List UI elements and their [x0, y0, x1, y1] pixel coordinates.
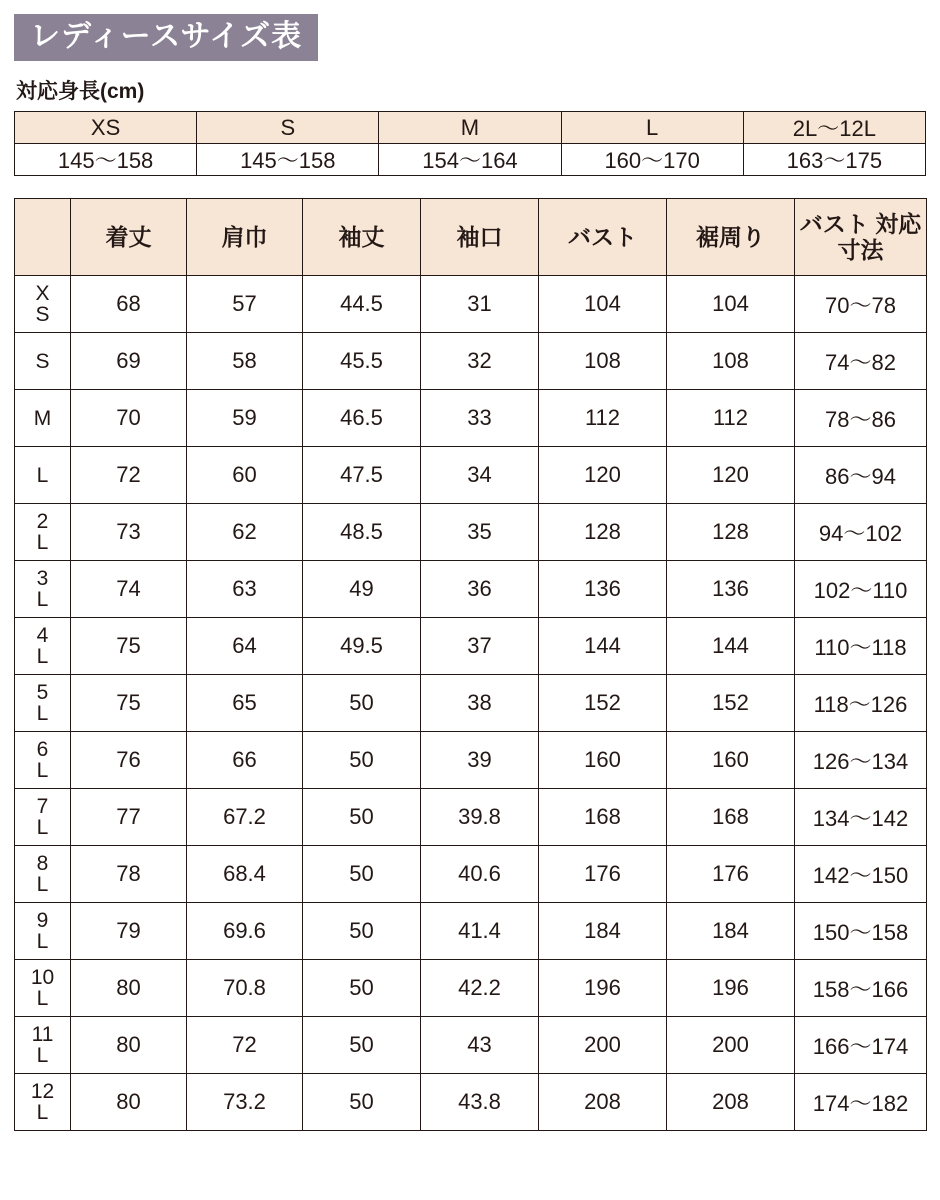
row-header-size-line: L — [36, 1101, 49, 1124]
col-header-bust-fit-line2: 対応寸法 — [837, 210, 922, 263]
measurement-cell: 68 — [71, 276, 187, 333]
measurement-cell: 67.2 — [187, 789, 303, 846]
row-header-size-line: 5 — [36, 681, 49, 704]
measurement-cell: 152 — [539, 675, 667, 732]
measurement-cell: 78 — [71, 846, 187, 903]
col-header-bust: バスト — [539, 199, 667, 276]
row-header-size-line: L — [36, 531, 49, 554]
measurement-cell: 66 — [187, 732, 303, 789]
row-header-size — [15, 390, 71, 447]
measurement-cell: 60 — [187, 447, 303, 504]
measurement-cell: 128 — [667, 504, 795, 561]
row-header-size — [15, 789, 71, 846]
row-header-size — [15, 960, 71, 1017]
row-header-size-line: 2 — [36, 510, 49, 533]
table-row — [15, 903, 927, 960]
row-header-size-line: 3 — [36, 567, 49, 590]
measurement-cell: 208 — [667, 1074, 795, 1131]
measurement-cell: 59 — [187, 390, 303, 447]
row-header-size-line: 12 — [30, 1080, 55, 1103]
table-row — [15, 675, 927, 732]
row-header-size-line: 7 — [36, 795, 49, 818]
measurement-cell: 41.4 — [421, 903, 539, 960]
page-title: レディースサイズ表 — [14, 14, 318, 61]
measurement-cell: 50 — [303, 789, 421, 846]
col-header-sodetake: 袖丈 — [303, 199, 421, 276]
row-header-size-line: L — [36, 873, 49, 896]
row-header-size-line: L — [36, 588, 49, 611]
col-header-susomawari: 裾周り — [667, 199, 795, 276]
measurement-cell: 70.8 — [187, 960, 303, 1017]
col-header-bust-fit-line1: バスト — [799, 210, 869, 237]
measurement-cell: 73.2 — [187, 1074, 303, 1131]
measurement-cell: 144 — [539, 618, 667, 675]
bust-range-cell: 74〜82 — [795, 333, 927, 390]
height-size-s: S — [197, 112, 379, 144]
measurement-cell: 77 — [71, 789, 187, 846]
row-header-size-line: L — [36, 645, 49, 668]
measurement-cell: 136 — [539, 561, 667, 618]
height-section-label: 対応身長(cm) — [16, 80, 145, 103]
row-header-size — [15, 1074, 71, 1131]
measurement-cell: 208 — [539, 1074, 667, 1131]
measurement-cell: 31 — [421, 276, 539, 333]
measurement-cell: 80 — [71, 1017, 187, 1074]
measurement-cell: 50 — [303, 675, 421, 732]
table-row — [15, 732, 927, 789]
row-header-size — [15, 561, 71, 618]
measurement-cell: 72 — [187, 1017, 303, 1074]
measurement-cell: 168 — [667, 789, 795, 846]
measurement-cell: 45.5 — [303, 333, 421, 390]
measurement-cell: 39.8 — [421, 789, 539, 846]
measurement-cell: 49 — [303, 561, 421, 618]
measurement-cell: 50 — [303, 903, 421, 960]
measurement-cell: 42.2 — [421, 960, 539, 1017]
bust-range-cell: 86〜94 — [795, 447, 927, 504]
measurement-cell: 120 — [667, 447, 795, 504]
measurement-cell: 44.5 — [303, 276, 421, 333]
measurement-cell: 196 — [539, 960, 667, 1017]
measurement-cell: 69 — [71, 333, 187, 390]
table-row — [15, 846, 927, 903]
measurement-cell: 136 — [667, 561, 795, 618]
measurement-cell: 70 — [71, 390, 187, 447]
table-row — [15, 276, 927, 333]
table-row — [15, 1074, 927, 1131]
measurement-cell: 196 — [667, 960, 795, 1017]
measurement-cell: 64 — [187, 618, 303, 675]
measurement-cell: 160 — [539, 732, 667, 789]
height-range-l: 160〜170 — [561, 144, 743, 176]
table-row — [15, 1017, 927, 1074]
measurement-section — [14, 198, 926, 1131]
measurement-cell: 108 — [539, 333, 667, 390]
measurement-cell: 80 — [71, 1074, 187, 1131]
measurement-cell: 63 — [187, 561, 303, 618]
measurement-cell: 104 — [539, 276, 667, 333]
measurement-cell: 49.5 — [303, 618, 421, 675]
table-row — [15, 561, 927, 618]
row-header-size — [15, 846, 71, 903]
table-row — [15, 333, 927, 390]
measurement-corner-cell — [15, 199, 71, 276]
height-range-s: 145〜158 — [197, 144, 379, 176]
measurement-cell: 50 — [303, 1017, 421, 1074]
measurement-cell: 57 — [187, 276, 303, 333]
row-header-size — [15, 333, 71, 390]
measurement-cell: 184 — [667, 903, 795, 960]
row-header-size-line: X — [35, 282, 50, 305]
row-header-size-line: M — [33, 406, 52, 430]
measurement-cell: 112 — [539, 390, 667, 447]
row-header-size — [15, 504, 71, 561]
row-header-size — [15, 675, 71, 732]
row-header-size — [15, 1017, 71, 1074]
measurement-cell: 75 — [71, 618, 187, 675]
row-header-size-line: L — [36, 759, 49, 782]
bust-range-cell: 118〜126 — [795, 675, 927, 732]
height-range-xs: 145〜158 — [15, 144, 197, 176]
table-row — [15, 789, 927, 846]
bust-range-cell: 134〜142 — [795, 789, 927, 846]
bust-range-cell: 126〜134 — [795, 732, 927, 789]
measurement-cell: 176 — [667, 846, 795, 903]
row-header-size-line: 10 — [30, 966, 55, 989]
measurement-cell: 35 — [421, 504, 539, 561]
col-header-kitake: 着丈 — [71, 199, 187, 276]
row-header-size — [15, 732, 71, 789]
col-header-bust-fit-size — [795, 199, 927, 276]
height-size-l: L — [561, 112, 743, 144]
bust-range-cell: 158〜166 — [795, 960, 927, 1017]
measurement-cell: 33 — [421, 390, 539, 447]
bust-range-cell: 150〜158 — [795, 903, 927, 960]
bust-range-cell: 142〜150 — [795, 846, 927, 903]
row-header-size-line: 6 — [36, 738, 49, 761]
bust-range-cell: 174〜182 — [795, 1074, 927, 1131]
row-header-size-line: L — [36, 987, 49, 1010]
col-header-sodeguchi: 袖口 — [421, 199, 539, 276]
measurement-cell: 50 — [303, 1074, 421, 1131]
bust-range-cell: 110〜118 — [795, 618, 927, 675]
bust-range-cell: 166〜174 — [795, 1017, 927, 1074]
measurement-cell: 76 — [71, 732, 187, 789]
measurement-cell: 50 — [303, 960, 421, 1017]
measurement-cell: 200 — [539, 1017, 667, 1074]
row-header-size-line: 4 — [36, 624, 49, 647]
measurement-cell: 112 — [667, 390, 795, 447]
table-row — [15, 504, 927, 561]
measurement-cell: 168 — [539, 789, 667, 846]
measurement-cell: 32 — [421, 333, 539, 390]
row-header-size-line: 9 — [36, 909, 49, 932]
measurement-cell: 200 — [667, 1017, 795, 1074]
measurement-cell: 152 — [667, 675, 795, 732]
row-header-size-line: L — [36, 816, 49, 839]
height-size-m: M — [379, 112, 561, 144]
measurement-cell: 184 — [539, 903, 667, 960]
height-range-2l-12l: 163〜175 — [743, 144, 925, 176]
row-header-size — [15, 447, 71, 504]
measurement-cell: 104 — [667, 276, 795, 333]
height-table — [14, 111, 926, 176]
measurement-cell: 34 — [421, 447, 539, 504]
measurement-cell: 38 — [421, 675, 539, 732]
table-row — [15, 390, 927, 447]
table-row — [15, 960, 927, 1017]
measurement-cell: 120 — [539, 447, 667, 504]
measurement-cell: 62 — [187, 504, 303, 561]
measurement-cell: 72 — [71, 447, 187, 504]
row-header-size-line: L — [36, 463, 49, 487]
measurement-cell: 108 — [667, 333, 795, 390]
measurement-cell: 40.6 — [421, 846, 539, 903]
measurement-cell: 47.5 — [303, 447, 421, 504]
row-header-size — [15, 903, 71, 960]
row-header-size-line: L — [36, 930, 49, 953]
measurement-cell: 128 — [539, 504, 667, 561]
col-header-katahaba: 肩巾 — [187, 199, 303, 276]
measurement-header-row — [15, 199, 927, 276]
bust-range-cell: 102〜110 — [795, 561, 927, 618]
row-header-size-line: S — [35, 303, 50, 326]
table-row — [15, 618, 927, 675]
measurement-cell: 79 — [71, 903, 187, 960]
measurement-cell: 74 — [71, 561, 187, 618]
measurement-cell: 37 — [421, 618, 539, 675]
measurement-body — [15, 276, 927, 1131]
measurement-cell: 160 — [667, 732, 795, 789]
measurement-cell: 43 — [421, 1017, 539, 1074]
measurement-cell: 176 — [539, 846, 667, 903]
measurement-cell: 75 — [71, 675, 187, 732]
measurement-cell: 46.5 — [303, 390, 421, 447]
measurement-cell: 73 — [71, 504, 187, 561]
height-size-2l-12l: 2L〜12L — [743, 112, 925, 144]
row-header-size — [15, 618, 71, 675]
measurement-cell: 43.8 — [421, 1074, 539, 1131]
height-table-value-row — [15, 144, 926, 176]
measurement-cell: 39 — [421, 732, 539, 789]
measurement-cell: 65 — [187, 675, 303, 732]
measurement-table — [14, 198, 927, 1131]
measurement-cell: 69.6 — [187, 903, 303, 960]
measurement-cell: 144 — [667, 618, 795, 675]
bust-range-cell: 94〜102 — [795, 504, 927, 561]
bust-range-cell: 70〜78 — [795, 276, 927, 333]
row-header-size-line: S — [35, 349, 50, 373]
row-header-size-line: L — [36, 702, 49, 725]
measurement-cell: 48.5 — [303, 504, 421, 561]
measurement-cell: 58 — [187, 333, 303, 390]
measurement-cell: 36 — [421, 561, 539, 618]
height-range-m: 154〜164 — [379, 144, 561, 176]
height-table-header-row — [15, 112, 926, 144]
row-header-size-line: L — [36, 1044, 49, 1067]
table-row — [15, 447, 927, 504]
row-header-size-line: 11 — [31, 1023, 54, 1046]
bust-range-cell: 78〜86 — [795, 390, 927, 447]
height-size-xs: XS — [15, 112, 197, 144]
measurement-cell: 50 — [303, 732, 421, 789]
row-header-size-line: 8 — [36, 852, 49, 875]
row-header-size — [15, 276, 71, 333]
measurement-cell: 50 — [303, 846, 421, 903]
measurement-cell: 80 — [71, 960, 187, 1017]
measurement-cell: 68.4 — [187, 846, 303, 903]
